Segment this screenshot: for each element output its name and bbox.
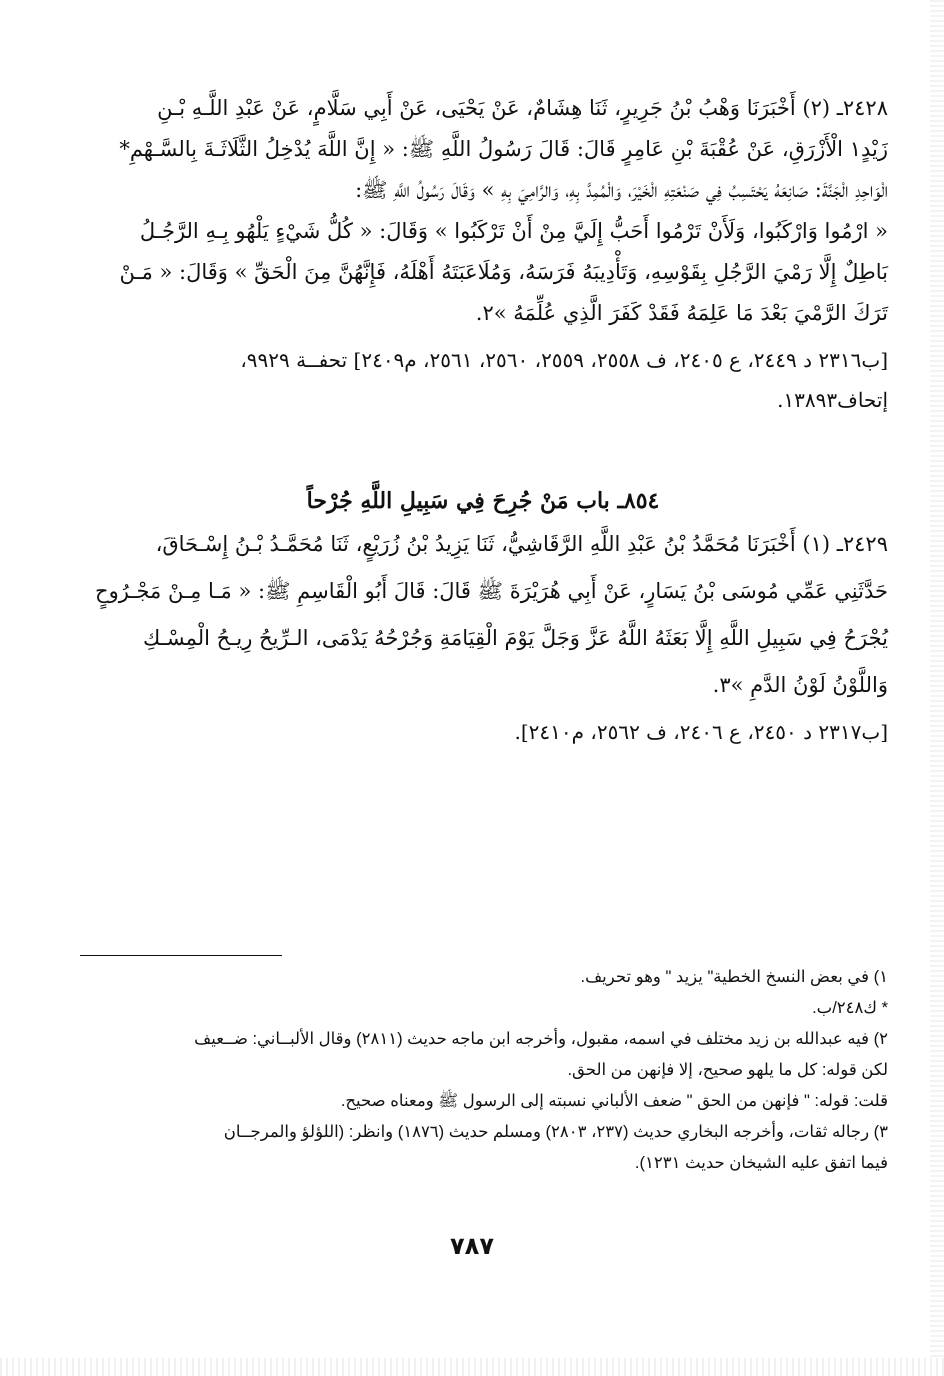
- hadith-references: [ب٢٣١٧ د ٢٤٥٠، ع ٢٤٠٦، ف ٢٥٦٢، م٢٤١٠].: [514, 720, 888, 744]
- hadith-references: [ب٢٣١٦ د ٢٤٤٩، ع ٢٤٠٥، ف ٢٥٥٨، ٢٥٥٩، ٢٥٦٠، ٢٥٦١، م٢٤٠٩] تحفــة ٩٩٢٩،: [240, 348, 888, 372]
- hadith-references: إتحاف١٣٨٩٣.: [777, 388, 888, 412]
- hadith-line: حَدَّثَنِي عَمِّي مُوسَى بْنُ يَسَارٍ، عَنْ أَبِي هُرَيْرَةَ ﷺ قَالَ: قَالَ أَبُو الْقَاسِمِ ﷺ: « مَـا مِـنْ مَجْـرُوحٍ: [95, 579, 888, 603]
- footnote-line: لكن قوله: كل ما يلهو صحيح، إلا فإنهن من الحق.: [567, 1061, 888, 1079]
- scan-edge: [930, 0, 944, 1376]
- footnote-line: * ك٢٤٨/ب.: [812, 999, 888, 1017]
- hadith-line: ٢٤٢٨ـ (٢) أَخْبَرَنَا وَهْبُ بْنُ جَرِيرٍ، ثَنَا هِشَامٌ، عَنْ يَحْيَى، عَنْ أَبِي سَلَّامٍ، عَنْ عَبْدِ اللَّـهِ بْـنِ: [157, 96, 888, 120]
- footnote-line: ٣) رجاله ثقات، وأخرجه البخاري حديث (٢٣٧، ٢٨٠٣) ومسلم حديث (١٨٧٦) وانظر: (اللؤلؤ والمرجــان: [223, 1123, 888, 1141]
- footnote-line: ٢) فيه عبدالله بن زيد مختلف في اسمه، مقبول، وأخرجه ابن ماجه حديث (٢٨١١) وقال الألبــاني: ضــعيف: [194, 1030, 888, 1048]
- footnote-line: قلت: قوله: " فإنهن من الحق " ضعف الألباني نسبته إلى الرسول ﷺ ومعناه صحيح.: [340, 1092, 888, 1110]
- hadith-line: الْوَاحِدِ الْجَنَّةَ: صَانِعَهُ يَحْتَسِبُ فِي صَنْعَتِهِ الْخَيْرَ، وَالْمُمِدَّ بِهِ، وَالرَّامِيَ بِهِ » وَقَالَ رَسُولُ اللَّهِ ﷺ:: [355, 178, 888, 202]
- footnote-line: فيما اتفق عليه الشيخان حديث ١٢٣١).: [634, 1154, 888, 1172]
- chapter-title: ٨٥٤ـ باب مَنْ جُرِحَ فِي سَبِيلِ اللَّهِ جُرْحاً: [306, 488, 660, 514]
- footnotes: [78, 962, 888, 1179]
- hadith-line: يُجْرَحُ فِي سَبِيلِ اللَّهِ إِلَّا بَعَثَهُ اللَّهُ عَزَّ وَجَلَّ يَوْمَ الْقِيَامَةِ وَجُرْحُهُ يَدْمَى، الـرِّيحُ رِيـحُ الْمِسْـكِ: [143, 626, 888, 650]
- page-number: ٧٨٧: [450, 1232, 494, 1260]
- footnote-divider: [80, 955, 282, 956]
- hadith-2429: [78, 524, 888, 752]
- scan-bottom-edge: [0, 1358, 944, 1376]
- hadith-line: بَاطِلٌ إِلَّا رَمْيَ الرَّجُلِ بِقَوْسِهِ، وَتَأْدِيبَهُ فَرَسَهُ، وَمُلَاعَبَتَهُ أَهْلَهُ، فَإِنَّهُنَّ مِنَ الْحَقِّ » وَقَالَ: « مَـنْ: [119, 260, 888, 284]
- hadith-line: ٢٤٢٩ـ (١) أَخْبَرَنَا مُحَمَّدُ بْنُ عَبْدِ اللَّهِ الرَّقَاشِيُّ، ثَنَا يَزِيدُ بْنُ زُرَيْعٍ، ثَنَا مُحَمَّـدُ بْـنُ إِسْـحَاقَ،: [155, 532, 888, 556]
- footnote-line: ١) في بعض النسخ الخطية" يزيد " وهو تحريف.: [580, 968, 888, 986]
- main-text: [78, 88, 888, 752]
- hadith-2428: [78, 88, 888, 420]
- hadith-line: « ارْمُوا وَارْكَبُوا، وَلَأَنْ تَرْمُوا أَحَبُّ إِلَيَّ مِنْ أَنْ تَرْكَبُوا » وَقَالَ: « كُلُّ شَيْءٍ يَلْهُو بِـهِ الرَّجُـلُ: [139, 219, 888, 243]
- hadith-line: وَاللَّوْنُ لَوْنُ الدَّمِ »٣.: [712, 673, 888, 697]
- hadith-line: زَيْدٍ١ الْأَزْرَقِ، عَنْ عُقْبَةَ بْنِ عَامِرٍ قَالَ: قَالَ رَسُولُ اللَّهِ ﷺ: « إِنَّ اللَّهَ يُدْخِلُ الثَّلَاثَـةَ بِالسَّـهْمِ*: [119, 137, 888, 161]
- hadith-line: تَرَكَ الرَّمْيَ بَعْدَ مَا عَلِمَهُ فَقَدْ كَفَرَ الَّذِي عُلِّمَهُ »٢.: [475, 301, 888, 325]
